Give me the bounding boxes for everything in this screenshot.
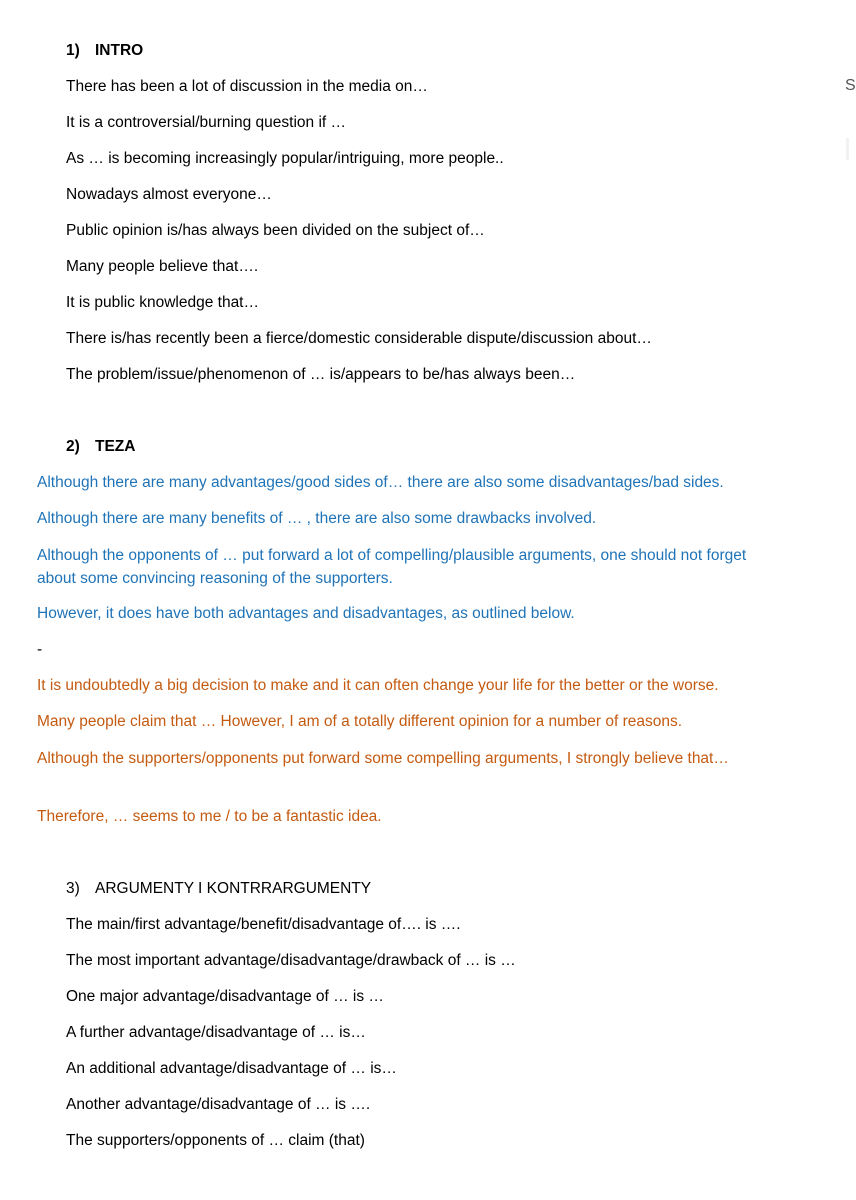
argumenty-line: A further advantage/disadvantage of … is… [66, 1024, 366, 1041]
teza-orange-line: It is undoubtedly a big decision to make and it can often change your life for the better or the worse. [37, 677, 719, 694]
section-intro-number: 1) [66, 42, 80, 59]
argumenty-line: The most important advantage/disadvantage/drawback of … is … [66, 952, 516, 969]
teza-orange-line: Many people claim that … However, I am of a totally different opinion for a number of reasons. [37, 713, 683, 730]
teza-blue-line: Although there are many benefits of … , there are also some drawbacks involved. [37, 510, 597, 527]
intro-line: It is a controversial/burning question if … [66, 114, 346, 131]
argumenty-line: An additional advantage/disadvantage of … is… [66, 1060, 397, 1077]
section-argumenty-number: 3) [66, 880, 80, 897]
intro-line: It is public knowledge that… [66, 294, 259, 311]
teza-orange-line: Although the supporters/opponents put forward some compelling arguments, I strongly believe that… [37, 750, 729, 767]
argumenty-line: The main/first advantage/benefit/disadvantage of…. is …. [66, 916, 461, 933]
intro-line: As … is becoming increasingly popular/intriguing, more people.. [66, 150, 504, 167]
edge-divider [846, 138, 849, 160]
intro-line: Nowadays almost everyone… [66, 186, 272, 203]
teza-blue-line: However, it does have both advantages and disadvantages, as outlined below. [37, 605, 575, 622]
intro-line: There has been a lot of discussion in the media on… [66, 78, 428, 95]
section-teza-number: 2) [66, 438, 80, 455]
intro-line: The problem/issue/phenomenon of … is/appears to be/has always been… [66, 366, 576, 383]
intro-line: Public opinion is/has always been divided on the subject of… [66, 222, 485, 239]
section-intro-title: INTRO [95, 42, 144, 59]
teza-blue-line: Although there are many advantages/good sides of… there are also some disadvantages/bad sides. [37, 474, 724, 491]
teza-orange-line: Therefore, … seems to me / to be a fantastic idea. [37, 808, 382, 825]
argumenty-line: One major advantage/disadvantage of … is … [66, 988, 384, 1005]
section-teza-title: TEZA [95, 438, 136, 455]
edge-glyph: S [845, 77, 856, 94]
teza-separator: - [37, 641, 43, 658]
argumenty-line: Another advantage/disadvantage of … is …. [66, 1096, 371, 1113]
intro-line: Many people believe that…. [66, 258, 259, 275]
section-argumenty-title: ARGUMENTY I KONTRRARGUMENTY [95, 880, 372, 897]
teza-blue-line: Although the opponents of … put forward a lot of compelling/plausible arguments, one should not forget about some convincing reasoning of the supporters. [37, 547, 747, 587]
intro-line: There is/has recently been a fierce/domestic considerable dispute/discussion about… [66, 330, 652, 347]
argumenty-line: The supporters/opponents of … claim (that) [66, 1132, 365, 1149]
